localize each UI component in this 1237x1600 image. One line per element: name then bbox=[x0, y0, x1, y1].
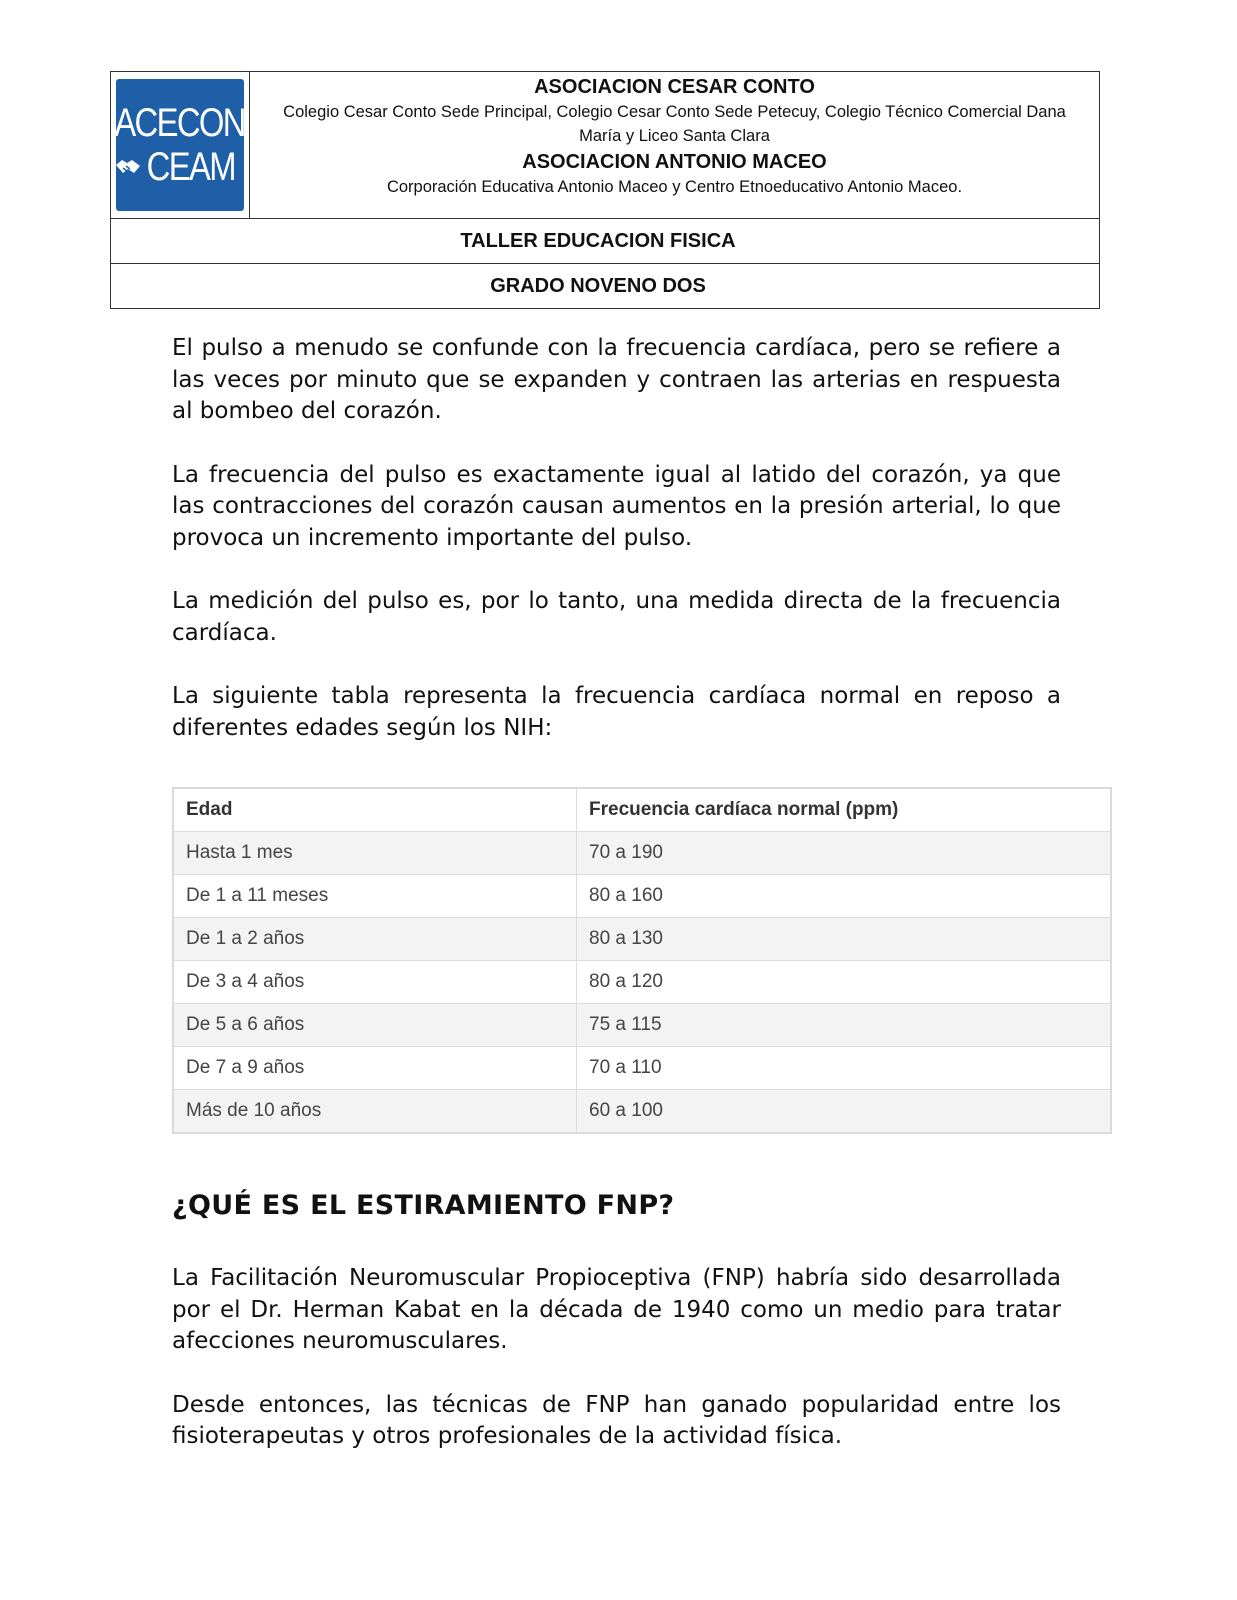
document-header bbox=[110, 71, 1100, 309]
logo-line-1: ACECON bbox=[114, 101, 246, 145]
frequency-cell: 60 a 100 bbox=[577, 1090, 1111, 1133]
paragraph-table-intro: La siguiente tabla representa la frecuencia cardíaca normal en reposo a diferentes edades según los NIH: bbox=[172, 683, 1061, 741]
logo-line-2: CEAM bbox=[146, 145, 236, 189]
grado-title: GRADO NOVENO DOS bbox=[490, 274, 706, 297]
table-row bbox=[174, 875, 1111, 918]
paragraph-pulse-measurement: La medición del pulso es, por lo tanto, una medida directa de la frecuencia cardíaca. bbox=[172, 588, 1061, 646]
table-row bbox=[174, 832, 1111, 875]
table-row bbox=[174, 1004, 1111, 1047]
age-cell: De 5 a 6 años bbox=[174, 1004, 577, 1047]
intro-content bbox=[172, 333, 1061, 744]
age-cell: Más de 10 años bbox=[174, 1090, 577, 1133]
table-row bbox=[174, 918, 1111, 961]
logo-line-2-row bbox=[115, 145, 245, 189]
section-title-fnp: ¿QUÉ ES EL ESTIRAMIENTO FNP? bbox=[172, 1190, 675, 1221]
header-row-taller bbox=[111, 219, 1099, 264]
org1-title: ASOCIACION CESAR CONTO bbox=[534, 76, 815, 98]
frequency-cell: 70 a 190 bbox=[577, 832, 1111, 875]
frequency-cell: 70 a 110 bbox=[577, 1047, 1111, 1090]
org1-subtitle: Colegio Cesar Conto Sede Principal, Colegio Cesar Conto Sede Petecuy, Colegio Técnico Comercial Dana María y Liceo Santa Clara bbox=[283, 103, 1066, 145]
paragraph-pulse-frequency: La frecuencia del pulso es exactamente igual al latido del corazón, ya que las contracciones del corazón causan aumentos en la presión arterial, lo que provoca un incremento importante del pulso. bbox=[172, 461, 1061, 551]
org2-subtitle: Corporación Educativa Antonio Maceo y Centro Etnoeducativo Antonio Maceo. bbox=[386, 178, 963, 196]
age-cell: De 3 a 4 años bbox=[174, 961, 577, 1004]
frequency-cell: 80 a 160 bbox=[577, 875, 1111, 918]
table-row bbox=[174, 1047, 1111, 1090]
heart-rate-table bbox=[173, 788, 1111, 1133]
header-info bbox=[250, 72, 1099, 218]
header-row-grado bbox=[111, 264, 1099, 308]
header-top-row bbox=[111, 72, 1099, 219]
table-row bbox=[174, 1090, 1111, 1133]
age-cell: De 7 a 9 años bbox=[174, 1047, 577, 1090]
age-cell: De 1 a 2 años bbox=[174, 918, 577, 961]
fnp-content bbox=[172, 1263, 1061, 1453]
column-header-frequency: Frecuencia cardíaca normal (ppm) bbox=[577, 789, 1111, 832]
frequency-cell: 75 a 115 bbox=[577, 1004, 1111, 1047]
paragraph-pulse-definition: El pulso a menudo se confunde con la frecuencia cardíaca, pero se refiere a las veces por minuto que se expanden y contraen las arterias en respuesta al bombeo del corazón. bbox=[172, 335, 1061, 424]
frequency-cell: 80 a 130 bbox=[577, 918, 1111, 961]
frequency-cell: 80 a 120 bbox=[577, 961, 1111, 1004]
taller-title: TALLER EDUCACION FISICA bbox=[460, 229, 736, 252]
handshake-icon bbox=[115, 156, 141, 178]
logo-cell bbox=[111, 72, 250, 218]
paragraph-fnp-origin: La Facilitación Neuromuscular Propioceptiva (FNP) habría sido desarrollada por el Dr. Herman Kabat en la década de 1940 como un medio para tratar afecciones neuromusculares. bbox=[172, 1265, 1061, 1354]
table-row bbox=[174, 961, 1111, 1004]
age-cell: Hasta 1 mes bbox=[174, 832, 577, 875]
column-header-age: Edad bbox=[174, 789, 577, 832]
age-cell: De 1 a 11 meses bbox=[174, 875, 577, 918]
table-header-row bbox=[174, 789, 1111, 832]
acecon-ceam-logo bbox=[116, 79, 244, 211]
org2-title: ASOCIACION ANTONIO MACEO bbox=[522, 151, 827, 173]
paragraph-fnp-popularity: Desde entonces, las técnicas de FNP han ganado popularidad entre los fisioterapeutas y otros profesionales de la actividad física. bbox=[172, 1391, 1061, 1449]
